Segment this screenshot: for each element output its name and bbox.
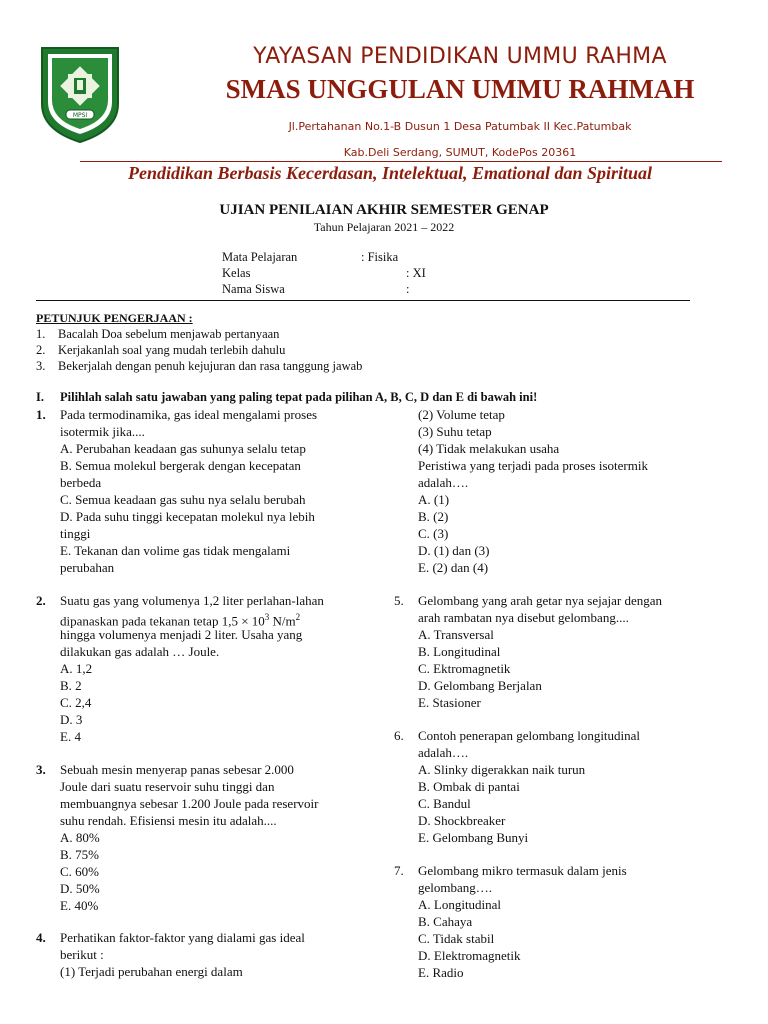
question-text: Pada termodinamika, gas ideal mengalami proses [60, 407, 318, 422]
svg-text:MPSI: MPSI [72, 112, 88, 119]
question-number: 3. [36, 762, 46, 777]
statement-item: (3) Suhu tetap [418, 424, 492, 439]
answer-option: C. 60% [60, 864, 99, 879]
student-name-value: : [406, 282, 410, 296]
question-number: 5. [394, 593, 404, 608]
foundation-name: YAYASAN PENDIDIKAN UMMU RAHMA [253, 44, 667, 69]
answer-option: D. 50% [60, 881, 100, 896]
subject-label: Mata Pelajaran [222, 250, 298, 264]
school-logo [36, 44, 124, 144]
school-motto: Pendidikan Berbasis Kecerdasan, Intelektual, Emational dan Spiritual [127, 163, 653, 183]
question-text: isotermik jika.... [60, 424, 145, 439]
answer-option: A. Perubahan keadaan gas suhunya selalu tetap [60, 441, 306, 456]
instruction-item: 3. Bekerjalah dengan penuh kejujuran dan rasa tanggung jawab [36, 359, 363, 373]
answer-option: B. Cahaya [418, 914, 473, 929]
answer-option: B. Ombak di pantai [418, 779, 520, 794]
question-text: dilakukan gas adalah … Joule. [60, 644, 220, 659]
answer-option: tinggi [60, 526, 91, 541]
answer-option: A. Slinky digerakkan naik turun [418, 762, 586, 777]
school-name: SMAS UNGGULAN UMMU RAHMAH [225, 74, 695, 104]
class-value: : XI [406, 266, 426, 280]
instruction-item: 2. Kerjakanlah soal yang mudah terlebih dahulu [36, 343, 286, 357]
answer-option: B. (2) [418, 509, 449, 524]
question-text: Joule dari suatu reservoir suhu tinggi dan [60, 779, 275, 794]
answer-option: D. Elektromagnetik [418, 948, 521, 963]
answer-option: C. Semua keadaan gas suhu nya selalu berubah [60, 492, 306, 507]
header-divider [80, 161, 722, 162]
answer-option: berbeda [60, 475, 102, 490]
answer-option: A. Longitudinal [418, 897, 502, 912]
question-text: gelombang…. [418, 880, 493, 895]
instruction-item: 1. Bacalah Doa sebelum menjawab pertanyaan [36, 327, 280, 341]
answer-option: D. (1) dan (3) [418, 543, 490, 558]
answer-option: E. 40% [60, 898, 99, 913]
answer-option: E. Gelombang Bunyi [418, 830, 529, 845]
exam-title: UJIAN PENILAIAN AKHIR SEMESTER GENAP [219, 202, 549, 218]
answer-option: A. 1,2 [60, 661, 93, 676]
section-heading: I. Pilihlah salah satu jawaban yang paling tepat pada pilihan A, B, C, D dan E di bawah ini! [36, 390, 538, 404]
answer-option: A. Transversal [418, 627, 494, 642]
answer-option: E. Radio [418, 965, 464, 980]
question-text: Suatu gas yang volumenya 1,2 liter perlahan-lahan [60, 593, 324, 608]
info-divider [36, 300, 690, 301]
question-text: dipanaskan pada tekanan tetap $1,5 \times 10^3$ $N/m^2$ [60, 612, 301, 629]
question-text: membuangnya sebesar 1.200 Joule pada reservoir [60, 796, 319, 811]
answer-option: E. Stasioner [418, 695, 481, 710]
answer-option: C. Bandul [418, 796, 471, 811]
statement-item: (2) Volume tetap [418, 407, 505, 422]
answer-option: C. Tidak stabil [418, 931, 495, 946]
question-text: Peristiwa yang terjadi pada proses isotermik [418, 458, 648, 473]
answer-option: D. Shockbreaker [418, 813, 506, 828]
exam-year: Tahun Pelajaran 2021 – 2022 [313, 220, 455, 234]
question-number: 1. [36, 407, 46, 422]
answer-option: perubahan [60, 560, 115, 575]
answer-option: A. (1) [418, 492, 450, 507]
question-text: Sebuah mesin menyerap panas sebesar 2.000 [60, 762, 294, 777]
question-number: 2. [36, 593, 46, 608]
question-text: arah rambatan nya disebut gelombang.... [418, 610, 629, 625]
question-text: Contoh penerapan gelombang longitudinal [418, 728, 641, 743]
instructions-heading: PETUNJUK PENGERJAAN : [36, 311, 193, 325]
answer-option: E. Tekanan dan volime gas tidak mengalami [60, 543, 291, 558]
question-number: 7. [394, 863, 404, 878]
question-number: 4. [36, 930, 46, 945]
answer-option: B. Longitudinal [418, 644, 501, 659]
answer-option: C. 2,4 [60, 695, 92, 710]
question-text: suhu rendah. Efisiensi mesin itu adalah.... [60, 813, 277, 828]
question-text: Perhatikan faktor-faktor yang dialami gas ideal [60, 930, 305, 945]
class-label: Kelas [222, 266, 251, 280]
answer-option: D. Pada suhu tinggi kecepatan molekul nya lebih [60, 509, 315, 524]
question-text: adalah…. [418, 475, 469, 490]
question-text: hingga volumenya menjadi 2 liter. Usaha yang [60, 627, 303, 642]
answer-option: E. (2) dan (4) [418, 560, 489, 575]
answer-option: D. Gelombang Berjalan [418, 678, 542, 693]
question-text: Gelombang yang arah getar nya sejajar dengan [418, 593, 663, 608]
answer-option: B. Semua molekul bergerak dengan kecepatan [60, 458, 301, 473]
answer-option: C. (3) [418, 526, 449, 541]
answer-option: A. 80% [60, 830, 100, 845]
subject-value: : Fisika [361, 250, 399, 264]
answer-option: B. 2 [60, 678, 82, 693]
address-line-2: Kab.Deli Serdang, SUMUT, KodePos 20361 [343, 146, 577, 159]
question-text: adalah…. [418, 745, 469, 760]
statement-item: (4) Tidak melakukan usaha [418, 441, 560, 456]
question-text: Gelombang mikro termasuk dalam jenis [418, 863, 627, 878]
answer-option: E. 4 [60, 729, 81, 744]
student-name-label: Nama Siswa [222, 282, 285, 296]
answer-option: D. 3 [60, 712, 83, 727]
question-number: 6. [394, 728, 404, 743]
answer-option: C. Ektromagnetik [418, 661, 511, 676]
statement-item: (1) Terjadi perubahan energi dalam [60, 964, 243, 979]
question-text: berikut : [60, 947, 104, 962]
answer-option: B. 75% [60, 847, 99, 862]
address-line-1: Jl.Pertahanan No.1-B Dusun 1 Desa Patumbak II Kec.Patumbak [288, 120, 632, 133]
